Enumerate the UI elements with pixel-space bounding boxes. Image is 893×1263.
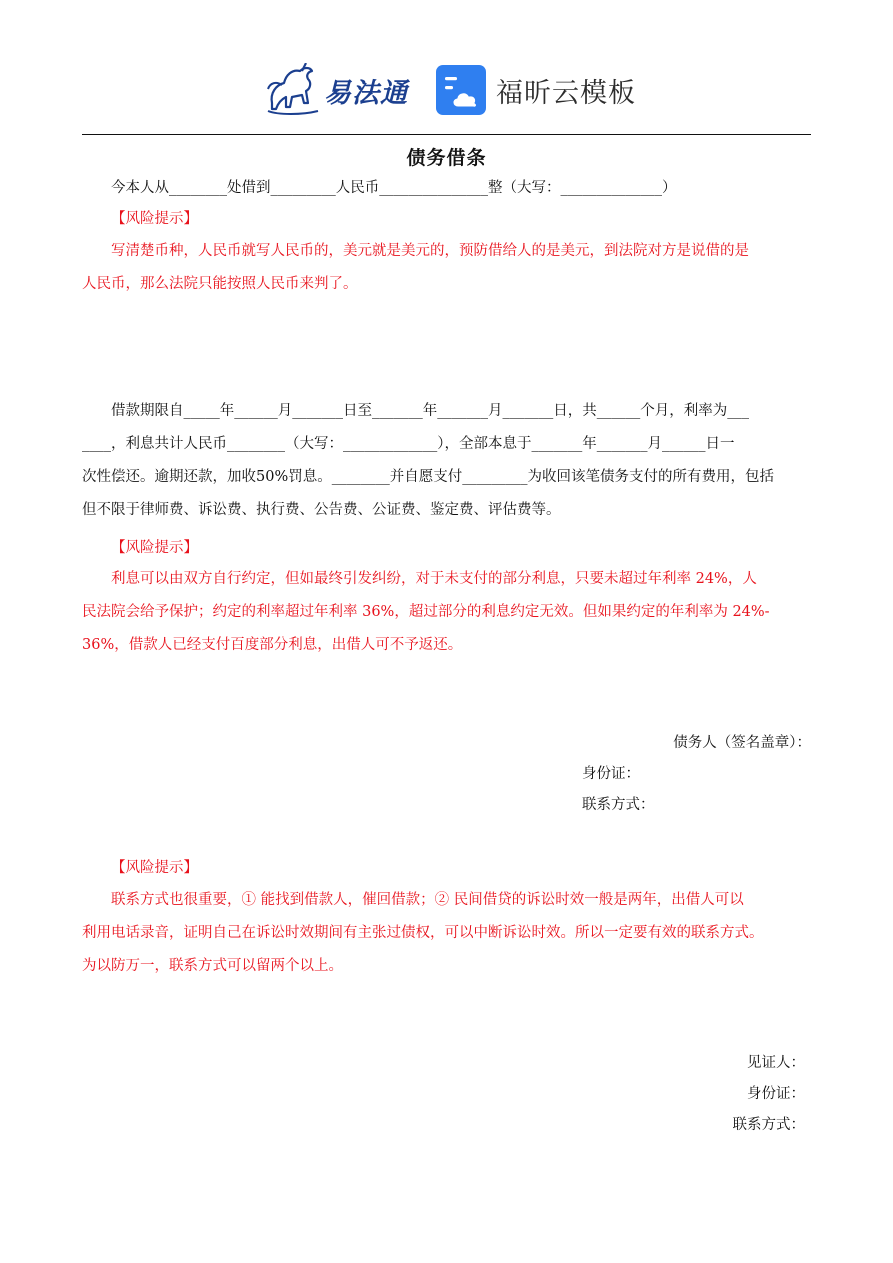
header-divider xyxy=(82,134,811,135)
debtor-id-field: 身份证： xyxy=(582,766,640,782)
risk-paragraph-1 xyxy=(82,235,813,301)
risk3-line-2: 利用电话录音，证明自己在诉讼时效期间有主张过债权，可以中断诉讼时效。所以一定要有效的联系方式。 xyxy=(82,925,764,941)
intro-paragraph xyxy=(82,172,813,205)
risk1-line-1: 写清楚币种，人民币就写人民币的，美元就是美元的，预防借给人的是美元，到法院对方是说借的是 xyxy=(111,243,749,259)
foxit-template-logo-text: 福昕云模板 xyxy=(496,77,636,109)
yifatong-logo xyxy=(262,62,412,118)
yifatong-logo-text: 易法通 xyxy=(324,77,408,109)
witness-contact-field: 联系方式： xyxy=(732,1117,805,1133)
risk1-line-2: 人民币，那么法院只能按照人民币来判了。 xyxy=(82,276,358,292)
debtor-sign-field: 债务人（签名盖章）： xyxy=(673,735,811,751)
risk2-line-3: 36%，借款人已经支付百度部分利息，出借人可不予返还。 xyxy=(82,637,463,653)
document-header xyxy=(0,62,893,122)
witness-id-field: 身份证： xyxy=(747,1086,805,1102)
cloud-document-icon xyxy=(436,65,486,115)
risk3-line-3: 为以防万一，联系方式可以留两个以上。 xyxy=(82,958,343,974)
debtor-contact-field: 联系方式： xyxy=(582,797,655,813)
unicorn-emblem-icon xyxy=(262,63,324,117)
risk-label-2: 【风险提示】 xyxy=(111,540,198,556)
risk2-line-2: 民法院会给予保护；约定的利率超过年利率 36%，超过部分的利息约定无效。但如果约定的年利率为 24%- xyxy=(82,604,770,620)
risk-paragraph-2 xyxy=(82,563,813,662)
loan-terms-paragraph xyxy=(82,395,813,527)
page-title: 债务借条 xyxy=(406,147,487,169)
loan-terms-line-4: 但不限于律师费、诉讼费、执行费、公告费、公证费、鉴定费、评估费等。 xyxy=(82,502,561,518)
risk-label-1: 【风险提示】 xyxy=(111,211,198,227)
risk3-line-1: 联系方式也很重要，① 能找到借款人，催回借款；② 民间借贷的诉讼时效一般是两年，出借人可以 xyxy=(111,892,744,908)
risk-label-3: 【风险提示】 xyxy=(111,860,198,876)
foxit-template-logo xyxy=(436,64,636,116)
witness-name-field: 见证人： xyxy=(747,1055,805,1071)
loan-terms-line-2: ____，利息共计人民币________（大写：_____________），全部本息于_______年_______月______日一 xyxy=(82,436,735,452)
risk-paragraph-3 xyxy=(82,884,813,983)
risk2-line-1: 利息可以由双方自行约定，但如最终引发纠纷，对于未支付的部分利息，只要未超过年利率 24%，人 xyxy=(111,571,757,587)
loan-terms-line-3: 次性偿还。逾期还款，加收50%罚息。________并自愿支付_________为收回该笔债务支付的所有费用，包括 xyxy=(82,469,774,485)
intro-line: 今本人从________处借到_________人民币_______________整（大写：______________） xyxy=(111,180,677,196)
loan-terms-line-1: 借款期限自_____年______月_______日至_______年_______月_______日，共______个月，利率为___ xyxy=(111,403,749,419)
